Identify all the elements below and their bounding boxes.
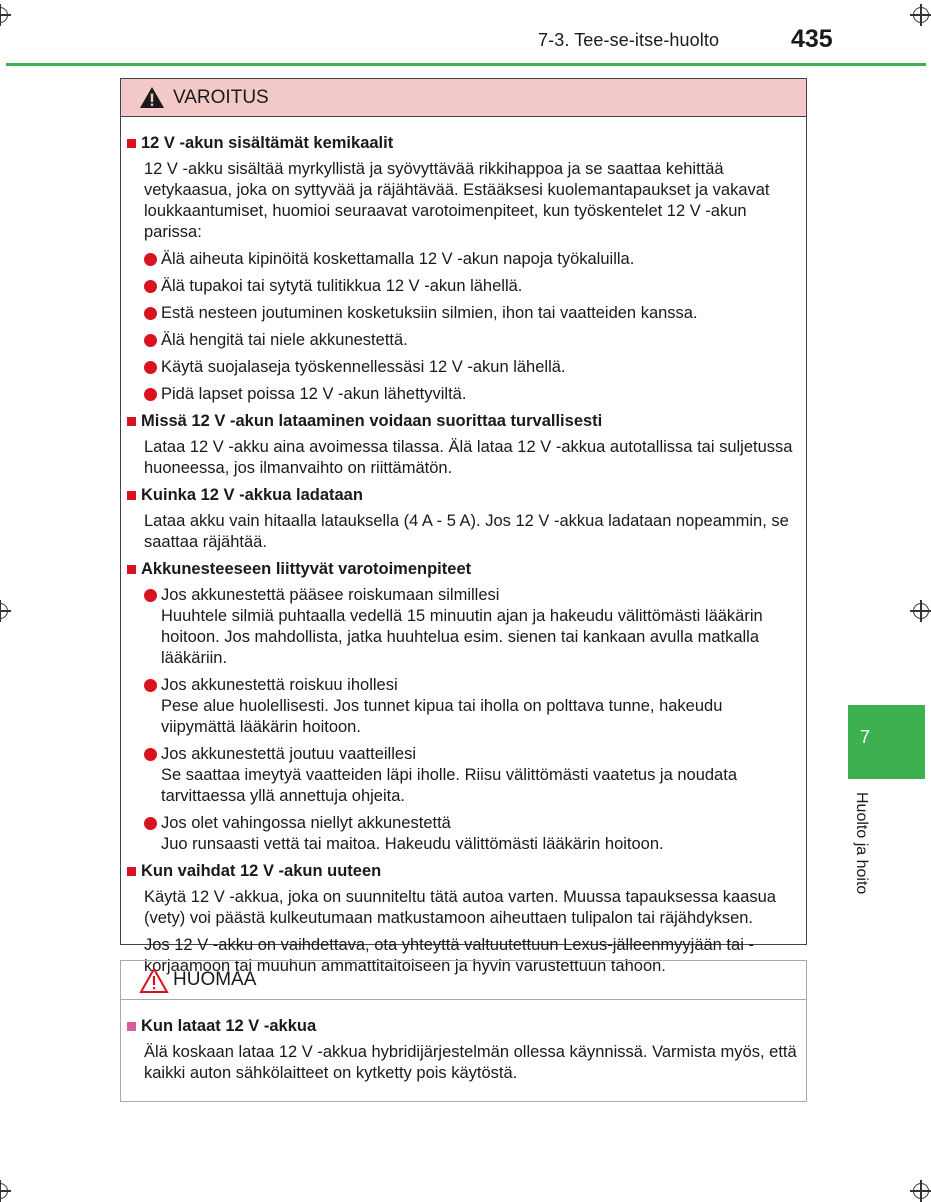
pink-square-bullet-icon (127, 1022, 136, 1031)
crosshair-mark-icon (0, 4, 11, 26)
crosshair-mark-icon (910, 1180, 931, 1202)
list-item (144, 675, 806, 738)
red-square-bullet-icon (127, 565, 136, 574)
red-dot-bullet-icon (144, 388, 157, 401)
section-heading: Kun lataat 12 V -akkua (127, 1016, 806, 1036)
warning-triangle-icon (139, 86, 165, 109)
list-item (144, 813, 806, 855)
paragraph: Lataa akku vain hitaalla latauksella (4 A - 5 A). Jos 12 V -akkua ladataan nopeammin, se saattaa räjähtää. (144, 512, 789, 551)
crosshair-mark-icon (0, 1180, 11, 1202)
red-dot-bullet-icon (144, 589, 157, 602)
header-rule (6, 63, 926, 66)
paragraph: Lataa 12 V -akku aina avoimessa tilassa. Älä lataa 12 V -akkua autotallissa tai suljetussa huoneessa, jos ilmanvaihto on riittämätön. (144, 438, 793, 477)
paragraph: Älä koskaan lataa 12 V -akkua hybridijärjestelmän ollessa käynnissä. Varmista myös, että kaikki auton sähkölaitteet on kytketty pois käytöstä. (144, 1043, 797, 1082)
red-dot-bullet-icon (144, 253, 157, 266)
red-dot-bullet-icon (144, 280, 157, 293)
list-item-body: Pese alue huolellisesti. Jos tunnet kipua tai iholla on polttava tunne, hakeudu viipymättä lääkärin hoitoon. (161, 697, 723, 736)
chapter-tab (848, 705, 925, 779)
red-square-bullet-icon (127, 417, 136, 426)
list-item: Estä nesteen joutuminen kosketuksiin silmien, ihon tai vaatteiden kanssa. (144, 303, 806, 324)
paragraph: Jos 12 V -akku on vaihdettava, ota yhteyttä valtuutettuun Lexus-jälleenmyyjään tai -korjaamoon tai muuhun ammattitaitoiseen ja hyvin varustettuun tahoon. (144, 936, 754, 975)
list-item: Älä aiheuta kipinöitä koskettamalla 12 V -akun napoja työkaluilla. (144, 249, 806, 270)
paragraph: 12 V -akku sisältää myrkyllistä ja syövyttävää rikkihappoa ja se saattaa kehittää vetykaasua, joka on syttyvää ja räjähtävää. Estääksesi kuolemantapaukset ja vakavat loukkaantumiset, huomioi seuraavat varotoimenpiteet, kun työskentelet 12 V -akun parissa: (144, 160, 770, 241)
warning-header (121, 79, 806, 117)
crosshair-mark-icon (0, 600, 11, 622)
list-item-head: Jos akkunestettä pääsee roiskumaan silmillesi (161, 586, 500, 604)
section-title: 7-3. Tee-se-itse-huolto (538, 30, 720, 50)
red-square-bullet-icon (127, 139, 136, 148)
red-dot-bullet-icon (144, 817, 157, 830)
crosshair-mark-icon (910, 600, 931, 622)
list-item-body: Juo runsaasti vettä tai maitoa. Hakeudu välittömästi lääkärin hoitoon. (161, 835, 664, 853)
list-item: Älä tupakoi tai sytytä tulitikkua 12 V -akun lähellä. (144, 276, 806, 297)
notice-box (120, 960, 807, 1102)
red-dot-bullet-icon (144, 334, 157, 347)
chapter-label: Huolto ja hoito (853, 792, 870, 895)
list-item-body: Se saattaa imeytyä vaatteiden läpi iholle. Riisu välittömästi vaatetus ja noudata tarvittaessa yllä annettuja ohjeita. (161, 766, 737, 805)
list-item: Älä hengitä tai niele akkunestettä. (144, 330, 806, 351)
section-heading: 12 V -akun sisältämät kemikaalit (127, 133, 806, 153)
notice-header (121, 961, 806, 1000)
warning-body (121, 117, 806, 977)
red-dot-bullet-icon (144, 748, 157, 761)
red-dot-bullet-icon (144, 679, 157, 692)
section-heading: Missä 12 V -akun lataaminen voidaan suorittaa turvallisesti (127, 411, 806, 431)
list-item-body: Huuhtele silmiä puhtaalla vedellä 15 minuutin ajan ja hakeudu välittömästi lääkärin hoitoon. Jos mahdollista, jatka huuhtelua esim. sienen tai kankaan avulla matkalla lääkäriin. (161, 607, 763, 667)
red-dot-bullet-icon (144, 361, 157, 374)
section-heading: Akkunesteeseen liittyvät varotoimenpiteet (127, 559, 806, 579)
section-heading: Kun vaihdat 12 V -akun uuteen (127, 861, 806, 881)
section-heading: Kuinka 12 V -akkua ladataan (127, 485, 806, 505)
page-number: 435 (791, 25, 833, 53)
red-dot-bullet-icon (144, 307, 157, 320)
notice-label: HUOMAA (173, 969, 257, 990)
red-square-bullet-icon (127, 867, 136, 876)
list-item-head: Jos akkunestettä roiskuu ihollesi (161, 676, 398, 694)
notice-body (121, 1000, 806, 1084)
list-item (144, 585, 806, 669)
warning-label: VAROITUS (173, 86, 269, 108)
list-item: Pidä lapset poissa 12 V -akun lähettyviltä. (144, 384, 806, 405)
red-square-bullet-icon (127, 491, 136, 500)
crosshair-mark-icon (910, 4, 931, 26)
paragraph: Käytä 12 V -akkua, joka on suunniteltu tätä autoa varten. Muussa tapauksessa kaasua (vety) voi päästä kulkeutumaan matkustamoon aiheuttaen tulipalon tai räjähdyksen. (144, 888, 776, 927)
chapter-number: 7 (860, 727, 871, 747)
list-item-head: Jos akkunestettä joutuu vaatteillesi (161, 745, 416, 763)
warning-box (120, 78, 807, 975)
caution-triangle-outline-icon (139, 967, 169, 994)
list-item: Käytä suojalaseja työskennellessäsi 12 V -akun lähellä. (144, 357, 806, 378)
list-item-head: Jos olet vahingossa niellyt akkunestettä (161, 814, 451, 832)
list-item (144, 744, 806, 807)
